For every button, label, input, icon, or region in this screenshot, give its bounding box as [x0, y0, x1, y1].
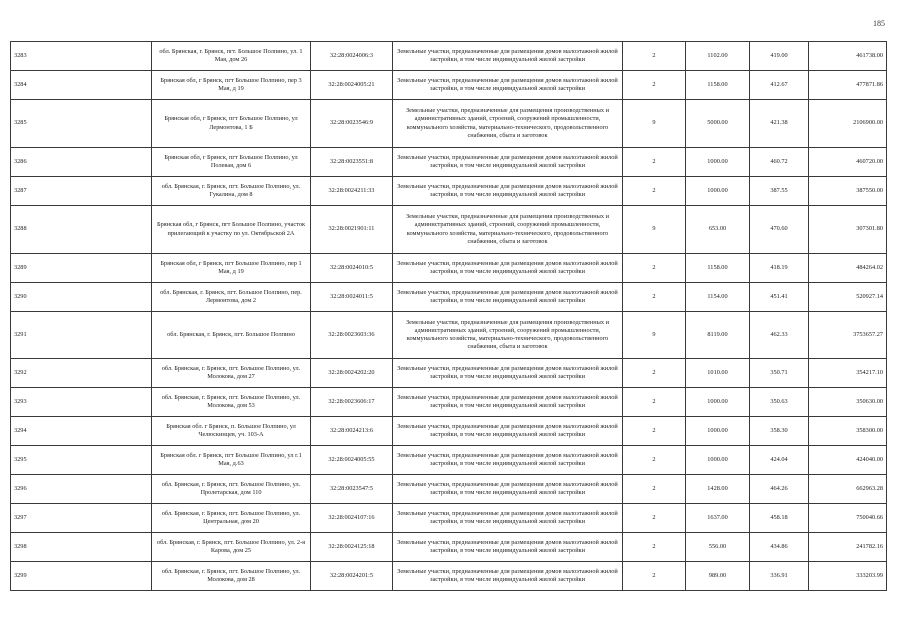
address-cell: обл. Брянская, г. Брянск, пгт. Большое Полпино, ул. 2-я Карова, дом 25 — [152, 533, 311, 562]
address-cell: Брянская обл, г Брянск, пгт Большое Полпино, пер 3 Мая, д 19 — [152, 71, 311, 100]
category-cell: 2 — [623, 533, 686, 562]
address-cell: Брянская обл. г Брянск, п. Большое Полпино, ул Челюскинцев, уч. 103-А — [152, 417, 311, 446]
cadastral-number-cell: 32:28:0023546:9 — [311, 100, 393, 148]
row-number: 3291 — [11, 312, 152, 359]
rate-cell: 418.19 — [750, 254, 809, 283]
cadastral-value-cell: 460720.00 — [809, 148, 887, 177]
area-cell: 1637.00 — [686, 504, 750, 533]
row-number: 3292 — [11, 359, 152, 388]
cadastral-value-cell: 3753657.27 — [809, 312, 887, 359]
cadastral-number-cell: 32:28:0024211:33 — [311, 177, 393, 206]
cadastral-number-cell: 32:28:0024213:6 — [311, 417, 393, 446]
category-cell: 2 — [623, 283, 686, 312]
category-cell: 2 — [623, 177, 686, 206]
land-use-cell: Земельные участки, предназначенные для размещения домов малоэтажной жилой застройки, в том числе индивидуальной жилой застройки — [393, 71, 623, 100]
cadastral-number-cell: 32:28:0023603:36 — [311, 312, 393, 359]
area-cell: 653.00 — [686, 206, 750, 254]
category-cell: 9 — [623, 206, 686, 254]
land-use-cell: Земельные участки, предназначенные для размещения домов малоэтажной жилой застройки, в том числе индивидуальной жилой застройки — [393, 359, 623, 388]
address-cell: Брянская обл, г Брянск, пгт Большое Полпино, ул Полевая, дом 6 — [152, 148, 311, 177]
land-use-cell: Земельные участки, предназначенные для размещения домов малоэтажной жилой застройки, в том числе индивидуальной жилой застройки — [393, 504, 623, 533]
cadastral-value-cell: 477871.86 — [809, 71, 887, 100]
category-cell: 2 — [623, 71, 686, 100]
table-row — [11, 42, 887, 71]
rate-cell: 350.63 — [750, 388, 809, 417]
row-number: 3290 — [11, 283, 152, 312]
rate-cell: 458.18 — [750, 504, 809, 533]
row-number: 3283 — [11, 42, 152, 71]
area-cell: 556.00 — [686, 533, 750, 562]
table-row — [11, 359, 887, 388]
address-cell: обл. Брянская, г. Брянск, пгт. Большое Полпино — [152, 312, 311, 359]
cadastral-number-cell: 32:28:0024006:3 — [311, 42, 393, 71]
cadastral-value-cell: 354217.10 — [809, 359, 887, 388]
land-use-cell: Земельные участки, предназначенные для размещения производственных и административных зданий, строений, сооружений промышленности, коммунального хозяйства, материально-технического, продовольственного снабжения, сбыта и заготовок — [393, 206, 623, 254]
land-use-cell: Земельные участки, предназначенные для размещения домов малоэтажной жилой застройки, в том числе индивидуальной жилой застройки — [393, 533, 623, 562]
row-number: 3297 — [11, 504, 152, 533]
rate-cell: 460.72 — [750, 148, 809, 177]
row-number: 3298 — [11, 533, 152, 562]
address-cell: Брянская обл, г Брянск, пгт Большое Полпино, пер 1 Мая, д 19 — [152, 254, 311, 283]
area-cell: 1000.00 — [686, 148, 750, 177]
land-use-cell: Земельные участки, предназначенные для размещения производственных и административных зданий, строений, сооружений промышленности, коммунального хозяйства, материально-технического, продовольственного снабжения, сбыта и заготовок — [393, 312, 623, 359]
address-cell: обл. Брянская, г. Брянск, пгт. Большое Полпино, пер. Лермонтова, дом 2 — [152, 283, 311, 312]
table-row — [11, 206, 887, 254]
land-use-cell: Земельные участки, предназначенные для размещения домов малоэтажной жилой застройки, в том числе индивидуальной жилой застройки — [393, 177, 623, 206]
rate-cell: 412.67 — [750, 71, 809, 100]
cadastral-number-cell: 32:28:0024010:5 — [311, 254, 393, 283]
cadastral-number-cell: 32:28:0021901:11 — [311, 206, 393, 254]
table-row — [11, 312, 887, 359]
cadastral-value-cell: 750040.66 — [809, 504, 887, 533]
row-number: 3286 — [11, 148, 152, 177]
cadastral-value-cell: 461738.00 — [809, 42, 887, 71]
row-number: 3288 — [11, 206, 152, 254]
area-cell: 1158.00 — [686, 71, 750, 100]
table-row — [11, 283, 887, 312]
area-cell: 1000.00 — [686, 417, 750, 446]
area-cell: 1000.00 — [686, 446, 750, 475]
cadastral-value-cell: 2106900.00 — [809, 100, 887, 148]
table-row — [11, 504, 887, 533]
address-cell: Брянская обл, г Брянск, пгт Большое Полпино, ул Лермонтова, 1 Б — [152, 100, 311, 148]
category-cell: 2 — [623, 254, 686, 283]
area-cell: 1154.00 — [686, 283, 750, 312]
land-use-cell: Земельные участки, предназначенные для размещения домов малоэтажной жилой застройки, в том числе индивидуальной жилой застройки — [393, 42, 623, 71]
table-row — [11, 177, 887, 206]
area-cell: 8119.00 — [686, 312, 750, 359]
cadastral-value-cell: 307301.80 — [809, 206, 887, 254]
rate-cell: 387.55 — [750, 177, 809, 206]
address-cell: Брянская обл, г Брянск, пгт Большое Полпино, участок прилегающий к участку по ул. Октябрьской 2А — [152, 206, 311, 254]
row-number: 3295 — [11, 446, 152, 475]
table-row — [11, 148, 887, 177]
category-cell: 9 — [623, 100, 686, 148]
cadastral-number-cell: 32:28:0024005:55 — [311, 446, 393, 475]
address-cell: обл. Брянская, г. Брянск, пгт. Большое Полпино, ул. 1 Мая, дом 26 — [152, 42, 311, 71]
land-registry-table — [10, 41, 887, 591]
rate-cell: 464.26 — [750, 475, 809, 504]
row-number: 3287 — [11, 177, 152, 206]
address-cell: обл. Брянская, г. Брянск, пгт. Большое Полпино, ул. Молокова, дом 28 — [152, 562, 311, 591]
land-use-cell: Земельные участки, предназначенные для размещения домов малоэтажной жилой застройки, в том числе индивидуальной жилой застройки — [393, 388, 623, 417]
row-number: 3294 — [11, 417, 152, 446]
cadastral-number-cell: 32:28:0024201:5 — [311, 562, 393, 591]
cadastral-number-cell: 32:28:0023547:5 — [311, 475, 393, 504]
area-cell: 1158.00 — [686, 254, 750, 283]
land-use-cell: Земельные участки, предназначенные для размещения домов малоэтажной жилой застройки, в том числе индивидуальной жилой застройки — [393, 562, 623, 591]
table-row — [11, 475, 887, 504]
table-row — [11, 562, 887, 591]
rate-cell: 336.91 — [750, 562, 809, 591]
cadastral-number-cell: 32:28:0024005:21 — [311, 71, 393, 100]
rate-cell: 350.71 — [750, 359, 809, 388]
page-number: 185 — [873, 19, 885, 28]
rate-cell: 451.41 — [750, 283, 809, 312]
rate-cell: 434.86 — [750, 533, 809, 562]
table-row — [11, 446, 887, 475]
address-cell: обл. Брянская, г. Брянск, пгт. Большое Полпино, ул. Гукалина, дом 8 — [152, 177, 311, 206]
cadastral-number-cell: 32:28:0024011:5 — [311, 283, 393, 312]
cadastral-value-cell: 424040.00 — [809, 446, 887, 475]
table-row — [11, 388, 887, 417]
table-row — [11, 417, 887, 446]
area-cell: 5000.00 — [686, 100, 750, 148]
land-use-cell: Земельные участки, предназначенные для размещения домов малоэтажной жилой застройки, в том числе индивидуальной жилой застройки — [393, 254, 623, 283]
table-row — [11, 71, 887, 100]
table-row — [11, 100, 887, 148]
address-cell: обл. Брянская, г. Брянск, пгт. Большое Полпино, ул. Молокова, дом 53 — [152, 388, 311, 417]
land-use-cell: Земельные участки, предназначенные для размещения домов малоэтажной жилой застройки, в том числе индивидуальной жилой застройки — [393, 148, 623, 177]
category-cell: 2 — [623, 148, 686, 177]
category-cell: 2 — [623, 504, 686, 533]
land-use-cell: Земельные участки, предназначенные для размещения домов малоэтажной жилой застройки, в том числе индивидуальной жилой застройки — [393, 283, 623, 312]
row-number: 3299 — [11, 562, 152, 591]
rate-cell: 421.38 — [750, 100, 809, 148]
rate-cell: 424.04 — [750, 446, 809, 475]
row-number: 3296 — [11, 475, 152, 504]
land-use-cell: Земельные участки, предназначенные для размещения домов малоэтажной жилой застройки, в том числе индивидуальной жилой застройки — [393, 417, 623, 446]
area-cell: 1000.00 — [686, 177, 750, 206]
area-cell: 1010.00 — [686, 359, 750, 388]
row-number: 3285 — [11, 100, 152, 148]
cadastral-number-cell: 32:28:0024202:20 — [311, 359, 393, 388]
category-cell: 2 — [623, 562, 686, 591]
table-row — [11, 533, 887, 562]
category-cell: 2 — [623, 388, 686, 417]
address-cell: обл. Брянская, г. Брянск, пгт. Большое Полпино, ул. Центральная, дом 20 — [152, 504, 311, 533]
land-use-cell: Земельные участки, предназначенные для размещения домов малоэтажной жилой застройки, в том числе индивидуальной жилой застройки — [393, 446, 623, 475]
row-number: 3289 — [11, 254, 152, 283]
cadastral-value-cell: 387550.00 — [809, 177, 887, 206]
land-use-cell: Земельные участки, предназначенные для размещения производственных и административных зданий, строений, сооружений промышленности, коммунального хозяйства, материально-технического, продовольственного снабжения, сбыта и заготовок — [393, 100, 623, 148]
cadastral-number-cell: 32:28:0023606:17 — [311, 388, 393, 417]
cadastral-value-cell: 358300.00 — [809, 417, 887, 446]
rate-cell: 358.30 — [750, 417, 809, 446]
area-cell: 1428.00 — [686, 475, 750, 504]
cadastral-value-cell: 484264.02 — [809, 254, 887, 283]
table-body — [11, 42, 887, 591]
category-cell: 9 — [623, 312, 686, 359]
cadastral-value-cell: 333203.99 — [809, 562, 887, 591]
category-cell: 2 — [623, 359, 686, 388]
cadastral-value-cell: 241782.16 — [809, 533, 887, 562]
row-number: 3284 — [11, 71, 152, 100]
category-cell: 2 — [623, 42, 686, 71]
cadastral-number-cell: 32:28:0023551:8 — [311, 148, 393, 177]
rate-cell: 419.00 — [750, 42, 809, 71]
category-cell: 2 — [623, 417, 686, 446]
area-cell: 1000.00 — [686, 388, 750, 417]
area-cell: 1102.00 — [686, 42, 750, 71]
category-cell: 2 — [623, 446, 686, 475]
land-use-cell: Земельные участки, предназначенные для размещения домов малоэтажной жилой застройки, в том числе индивидуальной жилой застройки — [393, 475, 623, 504]
address-cell: обл. Брянская, г. Брянск, пгт. Большое Полпино, ул. Пролетарская, дом 110 — [152, 475, 311, 504]
cadastral-number-cell: 32:28:0024125:18 — [311, 533, 393, 562]
cadastral-value-cell: 520927.14 — [809, 283, 887, 312]
address-cell: Брянская обл. г Брянск, пгт Большое Полпино, ул г.1 Мая, д.63 — [152, 446, 311, 475]
cadastral-value-cell: 350630.00 — [809, 388, 887, 417]
table-row — [11, 254, 887, 283]
rate-cell: 470.60 — [750, 206, 809, 254]
area-cell: 989.00 — [686, 562, 750, 591]
address-cell: обл. Брянская, г. Брянск, пгт. Большое Полпино, ул. Молокова, дом 27 — [152, 359, 311, 388]
cadastral-value-cell: 662963.28 — [809, 475, 887, 504]
rate-cell: 462.33 — [750, 312, 809, 359]
row-number: 3293 — [11, 388, 152, 417]
category-cell: 2 — [623, 475, 686, 504]
cadastral-number-cell: 32:28:0024107:16 — [311, 504, 393, 533]
